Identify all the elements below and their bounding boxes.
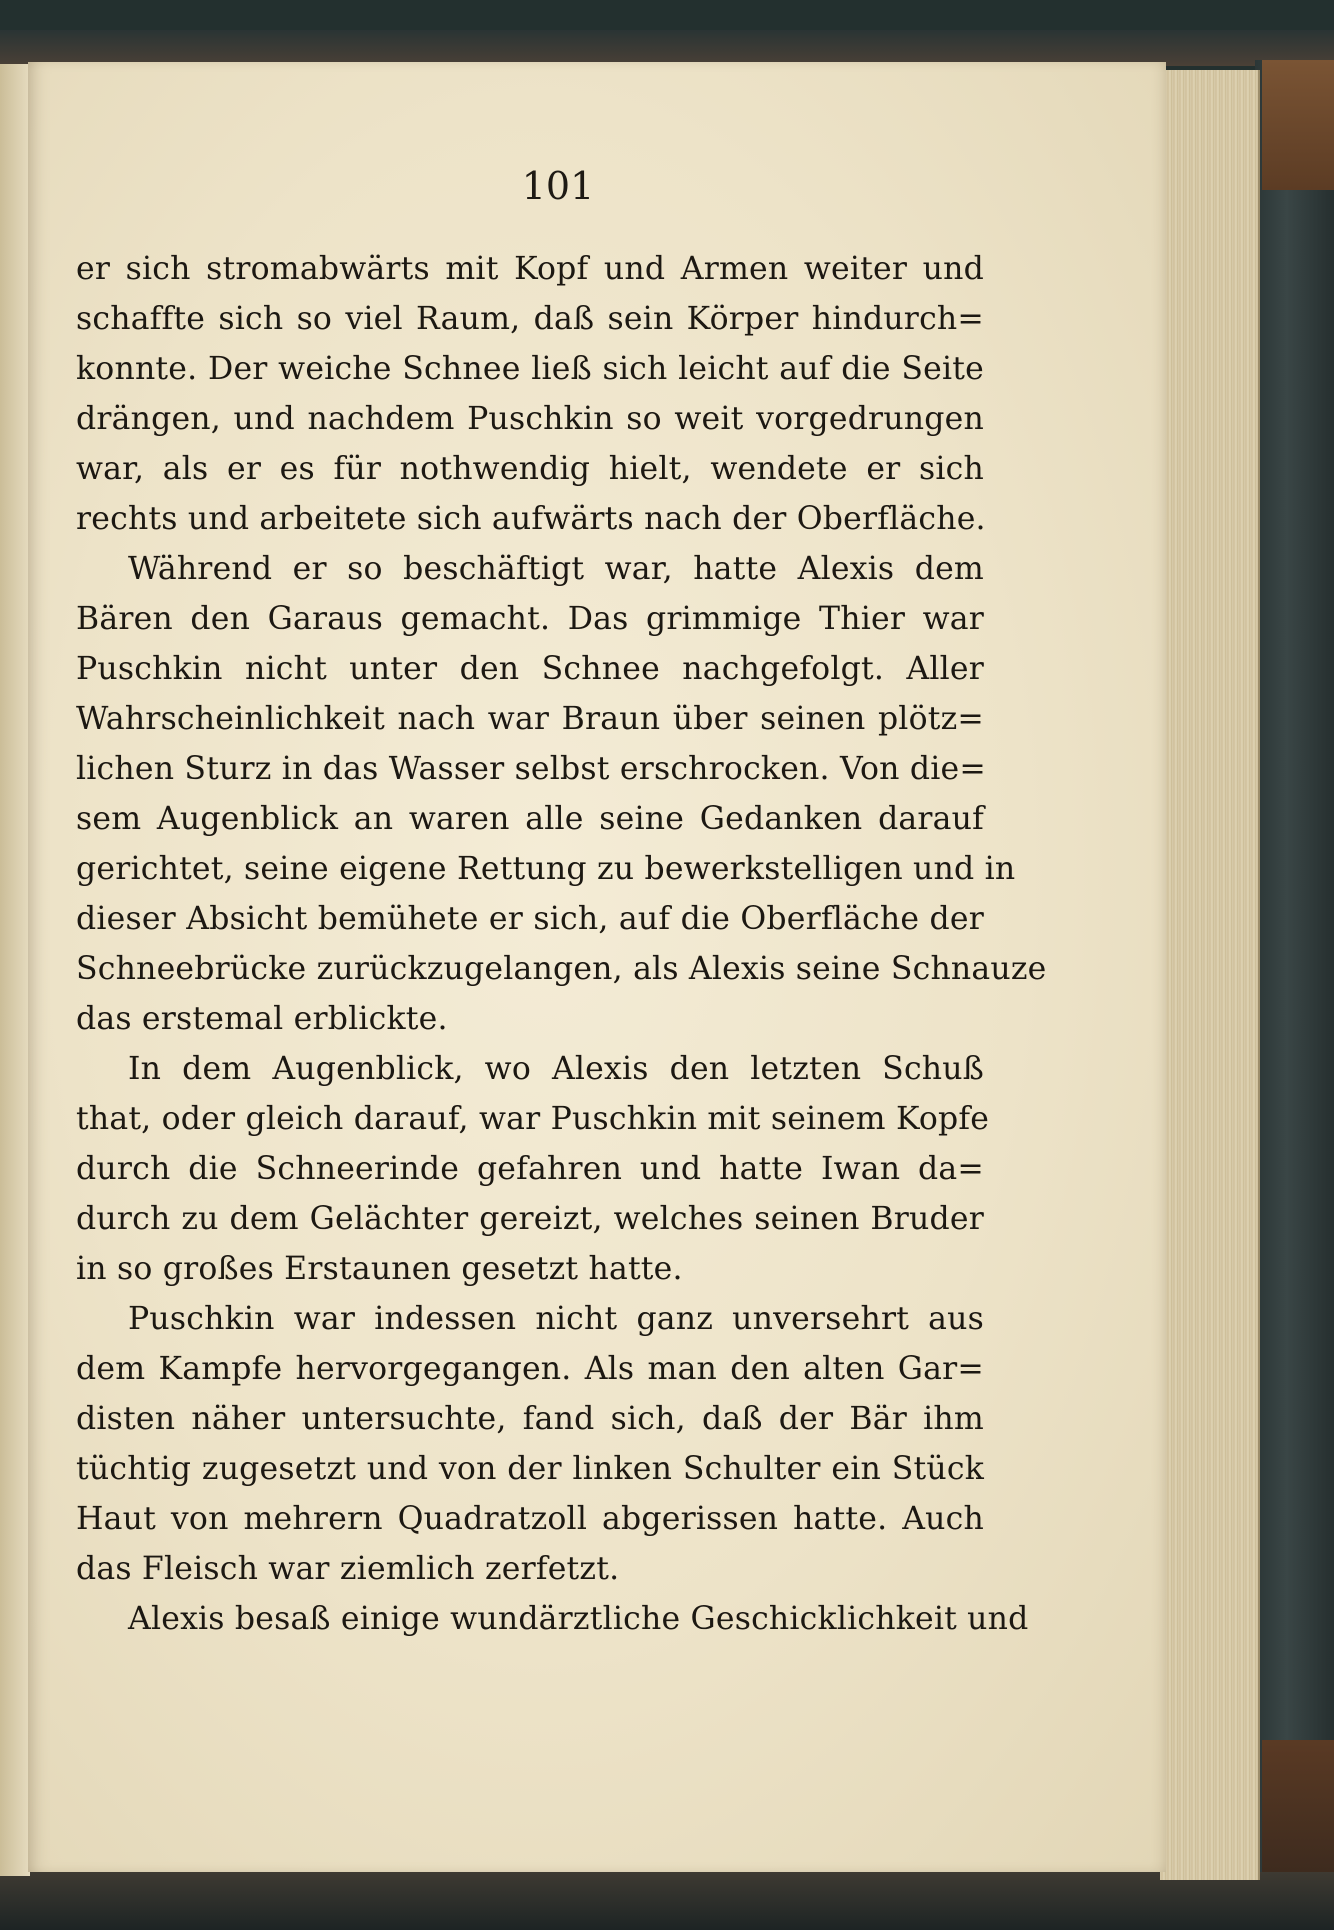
- text-line: gerichtet, seine eigene Rettung zu bewerkstelligen und in: [76, 851, 1016, 887]
- text-line: Alexis besaß einige wundärztliche Geschicklichkeit und: [128, 1601, 1029, 1637]
- text-line: lichen Sturz in das Wasser selbst erschrocken. Von die=: [76, 751, 986, 787]
- text-line: dieser Absicht bemühete er sich, auf die Oberfläche der: [76, 901, 984, 937]
- text-line: Haut von mehrern Quadratzoll abgerissen hatte. Auch: [76, 1501, 984, 1537]
- text-line: Schneebrücke zurückzugelangen, als Alexis seine Schnauze: [76, 951, 1047, 987]
- book-cover-top-edge: [0, 30, 1334, 66]
- book-page: [28, 62, 1166, 1872]
- text-line: Während er so beschäftigt war, hatte Alexis dem: [128, 551, 984, 587]
- book-leather-corner-bottom: [1262, 1740, 1334, 1880]
- book-leather-corner-top: [1262, 60, 1334, 190]
- text-line: durch zu dem Gelächter gereizt, welches seinen Bruder: [76, 1201, 984, 1237]
- text-line: das Fleisch war ziemlich zerfetzt.: [76, 1551, 620, 1587]
- text-line: schaffte sich so viel Raum, daß sein Körper hindurch=: [76, 301, 984, 337]
- text-line: in so großes Erstaunen gesetzt hatte.: [76, 1251, 683, 1287]
- text-line: dem Kampfe hervorgegangen. Als man den alten Gar=: [76, 1351, 984, 1387]
- book-cover-right-edge: [1255, 60, 1334, 1880]
- text-line: das erstemal erblickte.: [76, 1001, 448, 1037]
- text-line: war, als er es für nothwendig hielt, wendete er sich: [76, 451, 984, 487]
- text-line: drängen, und nachdem Puschkin so weit vorgedrungen: [76, 401, 984, 437]
- page-number: 101: [521, 164, 595, 208]
- text-line: tüchtig zugesetzt und von der linken Schulter ein Stück: [76, 1451, 984, 1487]
- text-line: disten näher untersuchte, fand sich, daß der Bär ihm: [76, 1401, 984, 1437]
- text-line: that, oder gleich darauf, war Puschkin mit seinem Kopfe: [76, 1101, 990, 1137]
- text-line: er sich stromabwärts mit Kopf und Armen weiter und: [76, 251, 984, 287]
- text-line: Wahrscheinlichkeit nach war Braun über seinen plötz=: [76, 701, 984, 737]
- text-line: In dem Augenblick, wo Alexis den letzten Schuß: [128, 1051, 984, 1087]
- text-line: Puschkin war indessen nicht ganz unversehrt aus: [128, 1301, 984, 1337]
- book-cover-bottom-edge: [0, 1872, 1334, 1930]
- text-line: rechts und arbeitete sich aufwärts nach der Oberfläche.: [76, 501, 986, 537]
- text-line: Puschkin nicht unter den Schnee nachgefolgt. Aller: [76, 651, 984, 687]
- text-line: durch die Schneerinde gefahren und hatte Iwan da=: [76, 1151, 984, 1187]
- page-text: [76, 244, 1047, 1644]
- page-block-edges: [1160, 70, 1260, 1880]
- text-line: konnte. Der weiche Schnee ließ sich leicht auf die Seite: [76, 351, 984, 387]
- facing-page-edge: [0, 64, 30, 1876]
- text-line: sem Augenblick an waren alle seine Gedanken darauf: [76, 801, 984, 837]
- text-line: Bären den Garaus gemacht. Das grimmige Thier war: [76, 601, 984, 637]
